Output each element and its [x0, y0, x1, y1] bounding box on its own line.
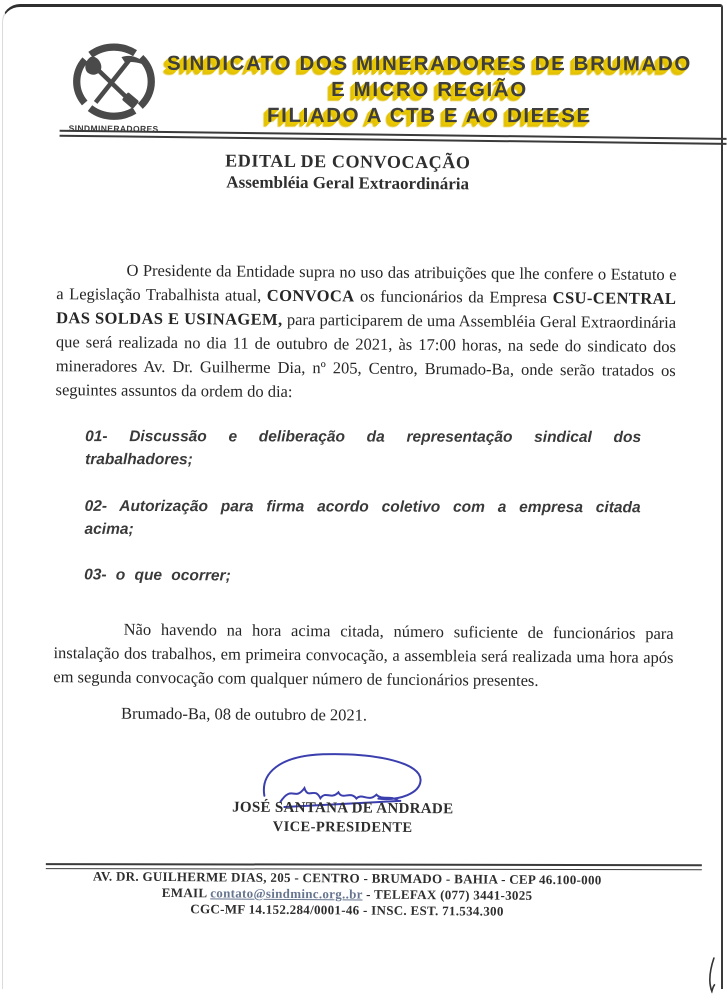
footer-registry-line: CGC-MF 14.152.284/0001-46 - INSC. EST. 71.534.300 — [190, 901, 504, 919]
telefax-text: - TELEFAX (077) 3441-3025 — [362, 886, 533, 903]
intro-paragraph — [55, 258, 676, 407]
org-name-line3: FILIADO A CTB E AO DIEESE — [267, 103, 592, 128]
agenda-item-02: 02- Autorização para firma acordo coletivo com a empresa citada acima; — [84, 497, 641, 538]
agenda-item-03: 03- o que ocorrer; — [84, 566, 231, 585]
intro-text-1: O Presidente da Entidade supra no uso das atribuições que lhe confere o Estatuto e a Legislação Trabalhista atual, — [56, 260, 677, 305]
org-name — [150, 51, 709, 129]
document-subtitle: Assembléia Geral Extraordinária — [226, 172, 470, 194]
signature-block — [0, 748, 692, 839]
signatory-role: VICE-PRESIDENTE — [272, 818, 413, 836]
company-name-emphasis: CSU-CENTRAL DAS SOLDAS E USINAGEM, — [56, 288, 677, 329]
signatory-name: JOSÉ SANTANA DE ANDRADE — [232, 799, 454, 818]
org-name-line2: E MICRO REGIÃO — [331, 77, 528, 102]
agenda-item-01: 01- Discussão e deliberação da representação sindical dos trabalhadores; — [85, 428, 642, 469]
org-name-line1: SINDICATO DOS MINERADORES DE BRUMADO — [166, 51, 692, 76]
date-line: Brumado-Ba, 08 de outubro de 2021. — [120, 703, 368, 725]
intro-text-2: os funcionários da Empresa — [354, 286, 553, 308]
footer — [0, 868, 701, 922]
header-divider — [60, 130, 727, 145]
document-title: EDITAL DE CONVOCAÇÃO — [225, 150, 471, 173]
pen-mark-icon — [702, 957, 716, 993]
convoca-emphasis: CONVOCA — [266, 285, 355, 306]
email-link[interactable]: contato@sindminc.org..br — [210, 885, 363, 902]
logo-caption: SINDMINERADORES — [68, 123, 159, 134]
footer-address-line: AV. DR. GUILHERME DIAS, 205 - CENTRO - BRUMADO - BAHIA - CEP 46.100-000 — [92, 868, 602, 888]
intro-text-3: para participarem de uma Assembléia Geral Extraordinária que será realizada no dia 11 de outubro de 2021, às 17:00 horas, na sede do sindicato dos mineradores Av. Dr. Guilherme Dia, nº 205, Centro, Brumado-Ba, onde serão tratados os seguintes assuntos da ordem do dia: — [55, 309, 677, 401]
miners-tools-icon — [68, 42, 161, 123]
email-label: EMAIL — [161, 884, 211, 901]
quorum-paragraph: Não havendo na hora acima citada, número suficiente de funcionários para instalação dos trabalhos, em primeira convocação, a assembleia será realizada uma hora após em segunda convocação com qualquer número de funcionários presentes. — [53, 619, 674, 690]
